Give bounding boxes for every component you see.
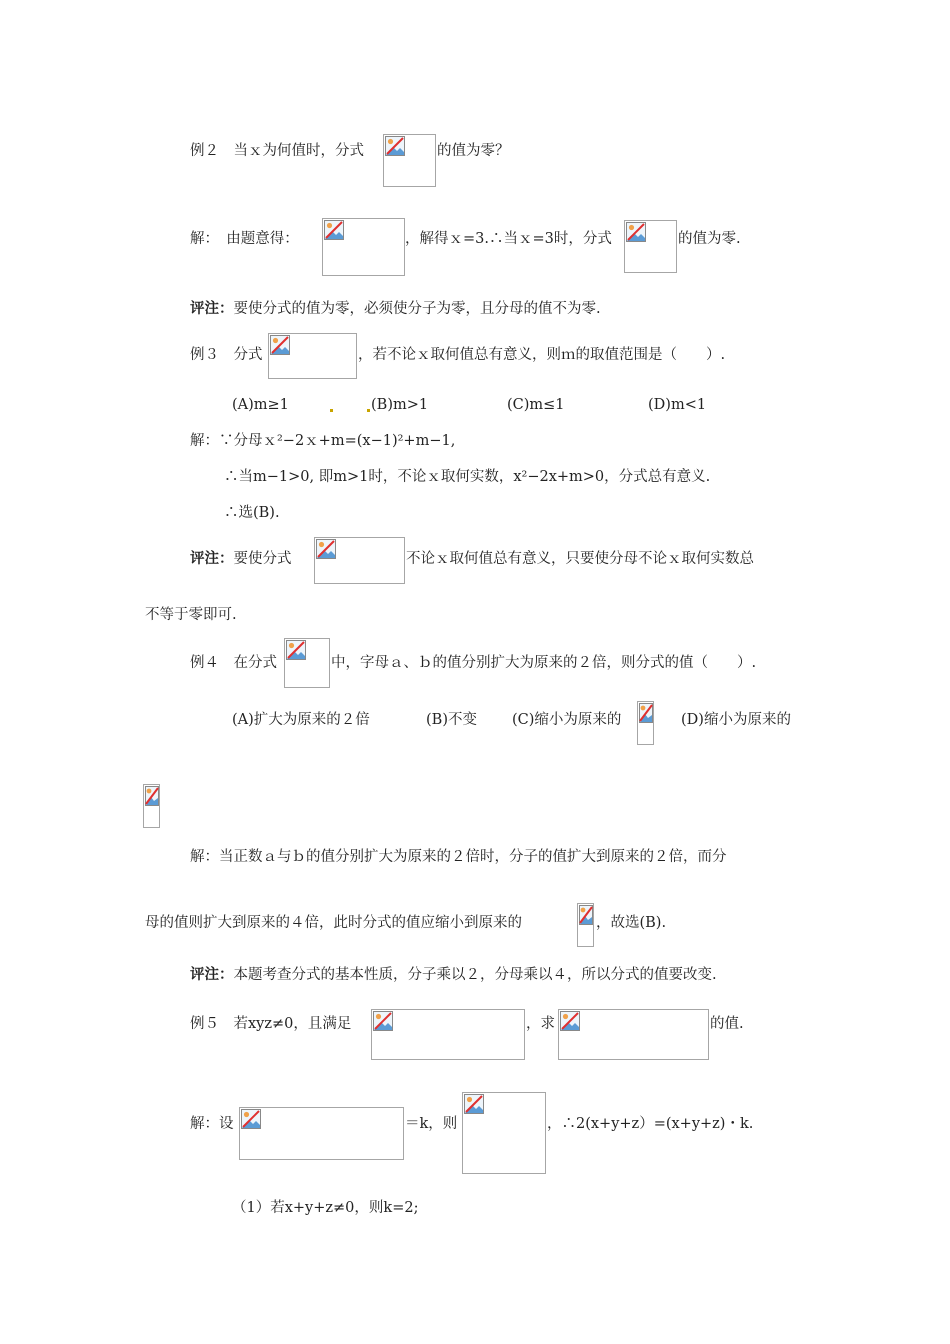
note4	[190, 965, 717, 985]
ex4-option-c: (C)缩小为原来的	[512, 712, 622, 728]
sol2-suffix: 的值为零.	[678, 231, 741, 247]
note4-text: 本题考查分式的基本性质，分子乘以２，分母乘以４，所以分式的值要改变.	[233, 967, 717, 983]
ex3-option-a: (A)m≥1	[232, 397, 289, 413]
note3-label: 评注：	[190, 550, 234, 567]
broken-image-icon	[637, 701, 654, 745]
ex5-question-middle: ，求	[526, 1016, 555, 1032]
ex3-question-prefix: 例３ 分式	[190, 347, 263, 363]
ex3-option-c: (C)m≤1	[507, 397, 565, 413]
ex5-question-suffix: 的值.	[710, 1016, 744, 1032]
ex5-question-prefix: 例５ 若xyz≠0，且满足	[190, 1016, 352, 1032]
note2-label: 评注：	[190, 300, 234, 317]
stray-mark	[330, 409, 333, 412]
sol2-middle: ，解得ｘ=3.∴当ｘ=3时，分式	[405, 231, 612, 247]
note2-text: 要使分式的值为零，必须使分子为零，且分母的值不为零.	[233, 301, 601, 317]
broken-image-icon	[371, 1009, 525, 1060]
sol3-line3: ∴选(B).	[224, 505, 280, 521]
note3-suffix: 不论ｘ取何值总有意义，只要使分母不论ｘ取何实数总	[406, 551, 754, 567]
ex4-option-d: (D)缩小为原来的	[681, 712, 791, 728]
broken-image-icon	[239, 1107, 404, 1160]
sol5-case1: （1）若x+y+z≠0，则k=2;	[232, 1200, 419, 1216]
ex2-question-suffix: 的值为零？	[437, 143, 510, 159]
sol3-line2: ∴当m−1>0, 即m>1时，不论ｘ取何实数，x²−2x+m>0，分式总有意义.	[224, 469, 711, 485]
sol5-middle: ＝k，则	[405, 1116, 458, 1132]
broken-image-icon	[558, 1009, 709, 1060]
broken-image-icon	[284, 638, 330, 688]
note4-label: 评注：	[190, 966, 234, 983]
sol5-suffix: ，∴2(x+y+z）=(x+y+z)・k.	[547, 1116, 754, 1132]
ex4-option-a: (A)扩大为原来的２倍	[232, 712, 370, 728]
sol4-line1: 解：当正数ａ与ｂ的值分别扩大为原来的２倍时，分子的值扩大到原来的２倍，而分	[190, 849, 727, 865]
broken-image-icon	[624, 220, 677, 273]
sol4-line2-suffix: ，故选(B).	[596, 915, 667, 931]
ex3-option-d: (D)m<1	[648, 397, 707, 413]
broken-image-icon	[143, 784, 160, 828]
ex4-option-b: (B)不变	[426, 712, 477, 728]
note2	[190, 299, 601, 319]
sol5-prefix: 解：设	[190, 1116, 234, 1132]
broken-image-icon	[577, 903, 594, 947]
broken-image-icon	[462, 1092, 546, 1174]
ex2-question-prefix: 例２ 当ｘ为何值时，分式	[190, 143, 364, 159]
broken-image-icon	[322, 218, 405, 276]
note3-line1-prefix	[190, 549, 292, 569]
broken-image-icon	[268, 333, 357, 379]
note3-continuation: 不等于零即可.	[145, 607, 237, 623]
sol3-line1: 解：∵分母ｘ²−2ｘ+m=(x−1)²+m−1,	[190, 433, 456, 449]
broken-image-icon	[314, 537, 405, 584]
ex4-question-prefix: 例４ 在分式	[190, 655, 277, 671]
ex3-option-b: (B)m>1	[371, 397, 429, 413]
note3-prefix: 要使分式	[233, 551, 292, 567]
sol4-line2-prefix: 母的值则扩大到原来的４倍，此时分式的值应缩小到原来的	[145, 915, 522, 931]
broken-image-icon	[383, 134, 436, 187]
stray-mark	[367, 409, 370, 412]
ex4-question-suffix: 中，字母ａ、ｂ的值分别扩大为原来的２倍，则分式的值（ ）.	[331, 655, 757, 671]
ex3-question-suffix: ，若不论ｘ取何值总有意义，则ｍ的取值范围是（ ）.	[358, 347, 726, 363]
sol2-prefix: 解： 由题意得：	[190, 231, 299, 247]
